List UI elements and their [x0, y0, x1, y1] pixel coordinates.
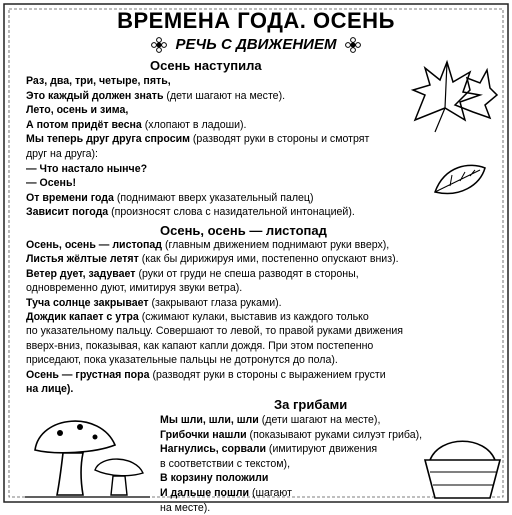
text-line [26, 324, 403, 338]
section1-title: Осень наступила [150, 58, 262, 73]
action-text: В корзину положили [160, 472, 269, 485]
instruction-text: (сжимают кулаки, выставив из каждого только [138, 311, 369, 323]
mushrooms-icon [25, 395, 150, 500]
action-text: А потом придёт весна [26, 118, 142, 131]
instruction-text: вверх-вниз, показывая, как капают капли дождя. При этом постепенно [26, 339, 374, 352]
action-text: Туча солнце закрывает [26, 296, 149, 309]
text-line [26, 74, 171, 88]
instruction-text: одновременно дуют, имитируя звуки ветра). [26, 282, 243, 295]
text-line [26, 296, 282, 310]
text-line [26, 310, 369, 324]
instruction-text: (закрывают глаза руками). [148, 296, 282, 309]
instruction-text: (как бы дирижируя ими, постепенно опускают вниз). [138, 253, 399, 266]
basket-icon [420, 430, 505, 500]
instruction-text: (разводят руки в стороны и смотрят [189, 133, 370, 146]
action-text: Мы теперь друг друга спросим [26, 133, 190, 146]
leaf-icon [430, 160, 490, 200]
text-line [160, 471, 268, 485]
action-text: Раз, два, три, четыре, пять, [26, 75, 171, 87]
text-line [26, 238, 389, 252]
action-text: — Осень! [26, 177, 76, 190]
instruction-text: (показывают руками силуэт гриба), [246, 428, 423, 441]
text-line [160, 501, 210, 515]
action-text: Это каждый должен знать [26, 89, 164, 102]
flower-icon [151, 37, 167, 53]
action-text: Ветер дует, задувает [26, 267, 136, 280]
action-text: — Что настало нынче? [26, 162, 148, 175]
action-text: Грибочки нашли [160, 428, 247, 441]
instruction-text: (имитируют движения [265, 443, 378, 456]
action-text: Лето, осень и зима, [26, 104, 129, 117]
text-line [26, 267, 359, 281]
instruction-text: по указательному пальцу. Совершают то левой, то правой руками движения [26, 325, 404, 338]
instruction-text: приседают, пока указательные пальцы не дотронутся до пола). [26, 354, 338, 367]
instruction-text: (дети шагают на месте), [258, 414, 381, 426]
instruction-text: (шагают [249, 487, 292, 499]
action-text: Осень, осень — листопад [26, 239, 162, 251]
text-line [26, 382, 73, 396]
action-text: Зависит погода [26, 206, 109, 219]
text-line [26, 147, 98, 161]
action-text: на лице). [26, 383, 74, 395]
instruction-text: (разводят руки в стороны с выражением грусти [149, 368, 386, 381]
text-line [26, 89, 285, 103]
instruction-text: (поднимают вверх указательный палец) [113, 191, 314, 204]
instruction-text: (руки от груди не спеша разводят в стороны, [135, 267, 359, 280]
text-line [26, 353, 338, 367]
action-text: Листья жёлтые летят [26, 253, 139, 266]
text-line [26, 176, 76, 190]
subtitle-text: РЕЧЬ С ДВИЖЕНИЕМ [175, 36, 337, 53]
instruction-text: друг на друга): [26, 148, 98, 160]
text-line [26, 205, 355, 219]
text-line [160, 486, 292, 500]
section3-title: За грибами [274, 397, 348, 412]
text-line [26, 103, 128, 117]
action-text: Осень — грустная пора [26, 368, 150, 381]
text-line [26, 191, 314, 205]
text-line [160, 428, 422, 442]
instruction-text: в соответствии с текстом), [160, 457, 291, 470]
instruction-text: (дети шагают на месте). [163, 89, 286, 102]
text-line [26, 118, 247, 132]
action-text: От времени года [26, 191, 114, 204]
section2-title: Осень, осень — листопад [160, 223, 327, 238]
text-line [26, 162, 147, 176]
text-line [160, 413, 380, 427]
action-text: Дождик капает с утра [26, 311, 139, 323]
text-line [160, 442, 377, 456]
text-line [26, 281, 242, 295]
text-line [26, 132, 369, 146]
maple-leaves-icon [395, 50, 500, 140]
instruction-text: (произносят слова с назидательной интонацией). [108, 206, 355, 219]
page-title: ВРЕМЕНА ГОДА. ОСЕНЬ [117, 8, 395, 33]
action-text: И дальше пошли [160, 487, 250, 499]
instruction-text: (хлопают в ладоши). [141, 118, 247, 131]
instruction-text: на месте). [160, 501, 211, 514]
text-line [26, 252, 399, 266]
instruction-text: (главным движением поднимают руки вверх), [162, 239, 390, 251]
action-text: Нагнулись, сорвали [160, 443, 266, 456]
action-text: Мы шли, шли, шли [160, 414, 259, 426]
flower-icon [345, 37, 361, 53]
text-line [160, 457, 290, 471]
text-line [26, 368, 386, 382]
text-line [26, 339, 373, 353]
